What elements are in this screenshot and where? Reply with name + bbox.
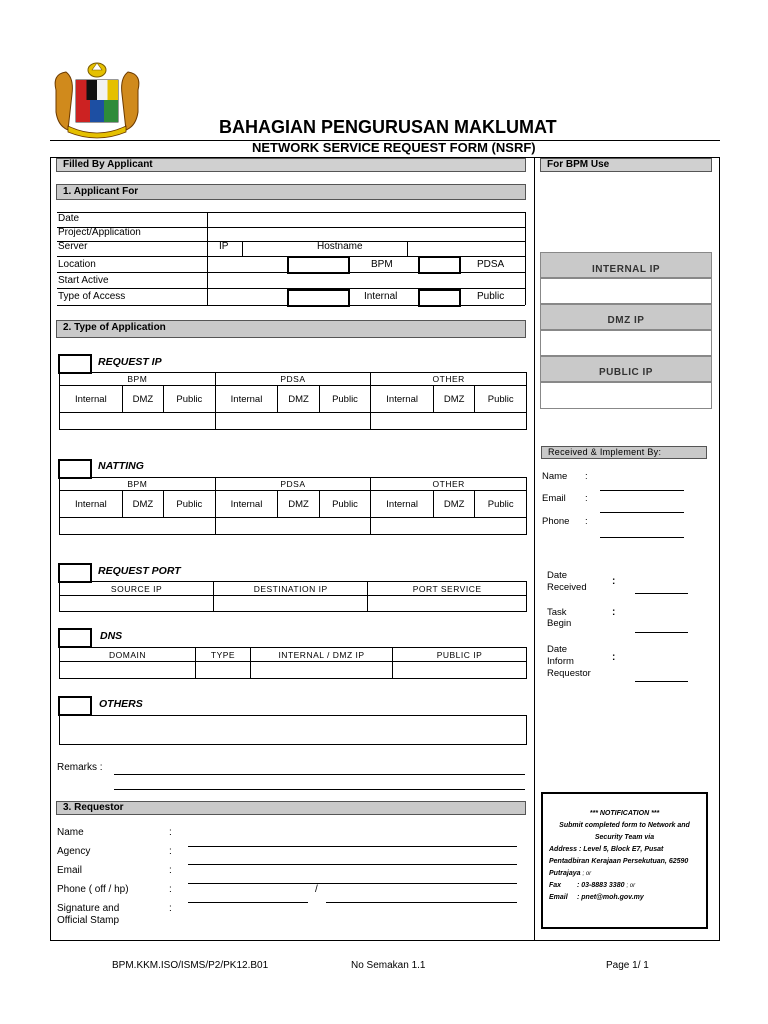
requestor-phone-label: Phone ( off / hp) <box>57 884 129 895</box>
remarks-line-2[interactable] <box>114 789 525 790</box>
natting-table: BPM PDSA OTHER Internal DMZ Public Internal DMZ Public Internal DMZ Public <box>59 477 527 535</box>
natting-title: NATTING <box>98 460 144 472</box>
notification-address3: Putrajaya <box>549 870 581 877</box>
location-pdsa-checkbox[interactable] <box>418 256 461 274</box>
notification-or1: ; or <box>582 871 592 877</box>
received-implement-header: Received & Implement By: <box>541 446 707 459</box>
requestor-agency-colon: : <box>169 846 172 857</box>
column-divider <box>534 157 535 941</box>
notification-fax-label: Fax <box>549 882 562 889</box>
page-title: BAHAGIAN PENGURUSAN MAKLUMAT <box>219 117 557 137</box>
location-bpm-checkbox[interactable] <box>287 256 350 274</box>
date-inform-label-1: Date <box>547 644 568 655</box>
public-ip-header: PUBLIC IP <box>540 356 712 382</box>
footer-page: Page 1/ 1 <box>606 960 649 971</box>
date-inform-colon: : <box>612 652 616 663</box>
remarks-line-1[interactable] <box>114 774 525 775</box>
requestor-phone-off-field[interactable] <box>188 902 308 903</box>
notification-line1: Submit completed form to Network and <box>559 822 690 829</box>
request-port-table: SOURCE IP DESTINATION IP PORT SERVICE <box>59 581 527 612</box>
task-begin-colon: : <box>612 607 616 618</box>
bpm-email-colon: : <box>585 493 588 504</box>
date-inform-label-3: Requestor <box>547 668 591 679</box>
requestor-name-label: Name <box>57 827 84 838</box>
filled-by-applicant-header: Filled By Applicant <box>56 158 526 172</box>
date-received-field[interactable] <box>635 593 688 594</box>
for-bpm-use-header: For BPM Use <box>540 158 712 172</box>
remarks-label: Remarks : <box>57 762 103 773</box>
requestor-name-colon: : <box>169 827 172 838</box>
requestor-phone-hp-field[interactable] <box>326 902 517 903</box>
dns-title: DNS <box>100 630 123 642</box>
request-ip-title: REQUEST IP <box>98 356 162 368</box>
section-2-header: 2. Type of Application <box>56 320 526 338</box>
notification-address1: Address : Level 5, Block E7, Pusat <box>549 846 664 853</box>
label-start-active: Start Active <box>58 275 109 286</box>
others-checkbox[interactable] <box>58 696 92 716</box>
bpm-phone-field[interactable] <box>600 537 684 538</box>
dmz-ip-header: DMZ IP <box>540 304 712 330</box>
date-inform-label-2: Inform <box>547 656 574 667</box>
notification-title: *** NOTIFICATION *** <box>589 810 660 817</box>
requestor-phone-slash: / <box>315 884 318 895</box>
dns-table: DOMAIN TYPE INTERNAL / DMZ IP PUBLIC IP <box>59 647 527 679</box>
bpm-phone-label: Phone <box>542 516 570 527</box>
signature-colon: : <box>169 903 172 914</box>
label-internal: Internal <box>364 291 398 302</box>
access-public-checkbox[interactable] <box>418 289 461 307</box>
signature-label-line1: Signature and <box>57 903 120 914</box>
date-received-label-1: Date <box>547 570 568 581</box>
notification-email: : pnet@moh.gov.my <box>577 894 644 901</box>
section-3-header: 3. Requestor <box>56 801 526 815</box>
requestor-agency-field[interactable] <box>188 864 517 865</box>
label-bpm: BPM <box>371 259 393 270</box>
request-ip-table: BPM PDSA OTHER Internal DMZ Public Internal DMZ Public Internal DMZ Public <box>59 372 527 430</box>
label-ip: IP <box>219 241 229 252</box>
requestor-email-label: Email <box>57 865 83 876</box>
form-title: NETWORK SERVICE REQUEST FORM (NSRF) <box>252 140 536 155</box>
request-port-checkbox[interactable] <box>58 563 92 583</box>
others-title: OTHERS <box>99 698 143 710</box>
bpm-name-colon: : <box>585 471 588 482</box>
requestor-email-field[interactable] <box>188 883 517 884</box>
signature-label-line2: Official Stamp <box>57 915 120 926</box>
request-ip-checkbox[interactable] <box>58 354 92 374</box>
requestor-phone-colon: : <box>169 884 172 895</box>
label-hostname: Hostname <box>317 241 363 252</box>
requestor-agency-label: Agency <box>57 846 91 857</box>
label-location: Location <box>58 259 96 270</box>
task-begin-field[interactable] <box>635 632 688 633</box>
task-begin-label-2: Begin <box>547 618 572 629</box>
others-input[interactable] <box>59 715 527 745</box>
label-server: Server <box>58 241 88 252</box>
request-port-title: REQUEST PORT <box>98 565 181 577</box>
requestor-name-field[interactable] <box>188 846 517 847</box>
label-project: Project/Application <box>58 227 141 238</box>
notification-line2: Security Team via <box>594 834 655 841</box>
notification-or2: ; or <box>626 883 636 889</box>
label-public: Public <box>477 291 505 302</box>
footer-doc-ref: BPM.KKM.ISO/ISMS/P2/PK12.B01 <box>112 960 269 971</box>
label-pdsa: PDSA <box>477 259 505 270</box>
bpm-name-label: Name <box>542 471 568 482</box>
date-received-label-2: Received <box>547 582 587 593</box>
notification-box <box>541 792 708 929</box>
notification-fax: : 03-8883 3380 <box>577 882 625 889</box>
date-inform-field[interactable] <box>635 681 688 682</box>
bpm-name-field[interactable] <box>600 490 684 491</box>
bpm-email-label: Email <box>542 493 566 504</box>
internal-ip-field[interactable] <box>540 278 712 304</box>
label-type-access: Type of Access <box>58 291 126 302</box>
natting-checkbox[interactable] <box>58 459 92 479</box>
section-1-header: 1. Applicant For <box>56 184 526 200</box>
public-ip-field[interactable] <box>540 382 712 409</box>
task-begin-label-1: Task <box>547 607 567 618</box>
dmz-ip-field[interactable] <box>540 330 712 356</box>
bpm-email-field[interactable] <box>600 512 684 513</box>
date-received-colon: : <box>612 576 616 587</box>
label-date: Date <box>58 213 80 224</box>
bpm-phone-colon: : <box>585 516 588 527</box>
footer-revision: No Semakan 1.1 <box>351 960 426 971</box>
notification-email-label: Email <box>549 894 568 901</box>
internal-ip-header: INTERNAL IP <box>540 252 712 278</box>
dns-checkbox[interactable] <box>58 628 92 648</box>
requestor-email-colon: : <box>169 865 172 876</box>
notification-address2: Pentadbiran Kerajaan Persekutuan, 62590 <box>549 858 689 865</box>
access-internal-checkbox[interactable] <box>287 289 350 307</box>
coat-of-arms-logo <box>48 60 146 140</box>
